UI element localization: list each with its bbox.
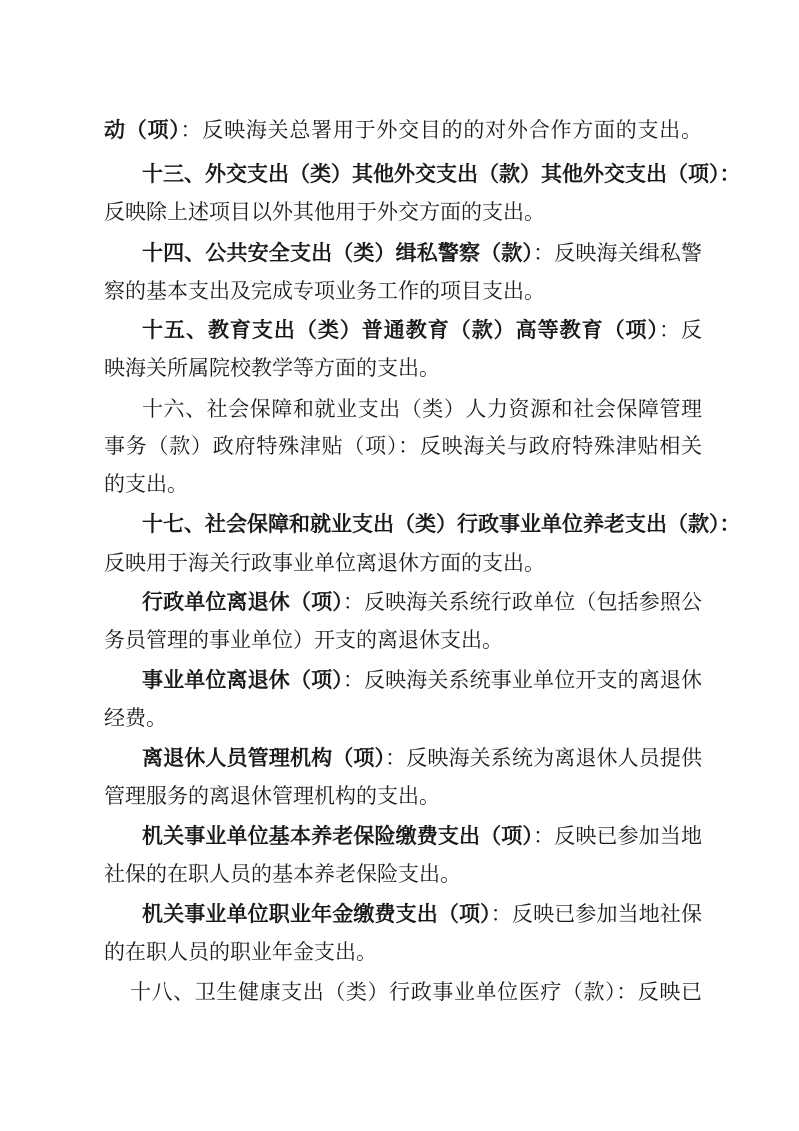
line-text: ：反映已参加当地 xyxy=(533,824,703,848)
paragraph-line xyxy=(142,313,702,347)
line-bold-text: 十七、社会保障和就业支出（类）行政事业单位养老支出（款） xyxy=(142,511,720,536)
paragraph-line xyxy=(130,975,702,1009)
line-text: ：反映海关系统为离退休人员提供 xyxy=(385,746,703,770)
paragraph-line xyxy=(104,546,702,580)
paragraph-line xyxy=(104,779,702,813)
paragraph-line xyxy=(142,663,702,697)
line-text: 社保的在职人员的基本养老保险支出。 xyxy=(104,862,461,886)
line-bold-text: 事业单位离退休（项） xyxy=(142,667,343,692)
paragraph-line xyxy=(104,274,702,308)
line-text: 的在职人员的职业年金支出。 xyxy=(104,940,377,964)
line-text: 管理服务的离退休管理机构的支出。 xyxy=(104,784,440,808)
line-text: ：反映海关总署用于外交目的的对外合作方面的支出。 xyxy=(180,118,703,142)
line-bold-text: 机关事业单位职业年金缴费支出（项） xyxy=(142,901,491,926)
line-text: 十八、卫生健康支出（类）行政事业单位医疗（款）：反映已 xyxy=(130,980,702,1004)
paragraph-line xyxy=(142,507,741,541)
line-text: 事务（款）政府特殊津贴（项）：反映海关与政府特殊津贴相关 xyxy=(104,434,702,458)
line-text: ：反映海关系统事业单位开支的离退休 xyxy=(342,668,703,692)
line-text: 反映除上述项目以外其他用于外交方面的支出。 xyxy=(104,200,545,224)
line-text: 映海关所属院校教学等方面的支出。 xyxy=(104,356,440,380)
paragraph-line xyxy=(104,195,702,229)
line-text: 察的基本支出及完成专项业务工作的项目支出。 xyxy=(104,279,545,303)
line-bold-text: 十五、教育支出（类）普通教育（款）高等教育（项） xyxy=(142,317,660,342)
line-text: 务员管理的事业单位）开支的离退休支出。 xyxy=(104,628,503,652)
paragraph-line xyxy=(142,819,702,853)
line-text: 经费。 xyxy=(104,706,167,730)
line-bold-text: 动（项） xyxy=(104,117,181,142)
paragraph-line xyxy=(142,157,741,191)
line-text: ：反映已参加当地社保 xyxy=(490,902,703,926)
line-text: ： xyxy=(719,161,741,186)
paragraph-line xyxy=(104,935,702,969)
paragraph-line xyxy=(104,701,702,735)
paragraph-line xyxy=(104,429,702,463)
line-text: 的支出。 xyxy=(104,472,188,496)
line-bold-text: 行政单位离退休（项） xyxy=(142,589,343,614)
line-bold-text: 十四、公共安全支出（类）缉私警察（款） xyxy=(142,240,534,265)
paragraph-line xyxy=(142,585,702,619)
line-bold-text: 十三、外交支出（类）其他外交支出（款）其他外交支出（项） xyxy=(142,161,720,186)
paragraph-line xyxy=(104,623,702,657)
line-text: 反映用于海关行政事业单位离退休方面的支出。 xyxy=(104,551,545,575)
paragraph-line xyxy=(142,897,702,931)
line-bold-text: 机关事业单位基本养老保险缴费支出（项） xyxy=(142,823,534,848)
paragraph-line xyxy=(104,857,702,891)
paragraph-line xyxy=(142,741,702,775)
paragraph-line xyxy=(142,236,702,270)
paragraph-line xyxy=(104,113,702,147)
line-text: ： xyxy=(719,511,741,536)
paragraph-line xyxy=(104,467,702,501)
line-bold-text: 离退休人员管理机构（项） xyxy=(142,745,386,770)
line-text: ：反映海关缉私警 xyxy=(533,241,703,265)
line-text: 十六、社会保障和就业支出（类）人力资源和社会保障管理 xyxy=(142,397,702,421)
paragraph-line xyxy=(104,351,702,385)
line-text: ：反 xyxy=(659,318,703,342)
line-text: ：反映海关系统行政单位（包括参照公 xyxy=(342,590,703,614)
paragraph-line xyxy=(142,392,702,426)
